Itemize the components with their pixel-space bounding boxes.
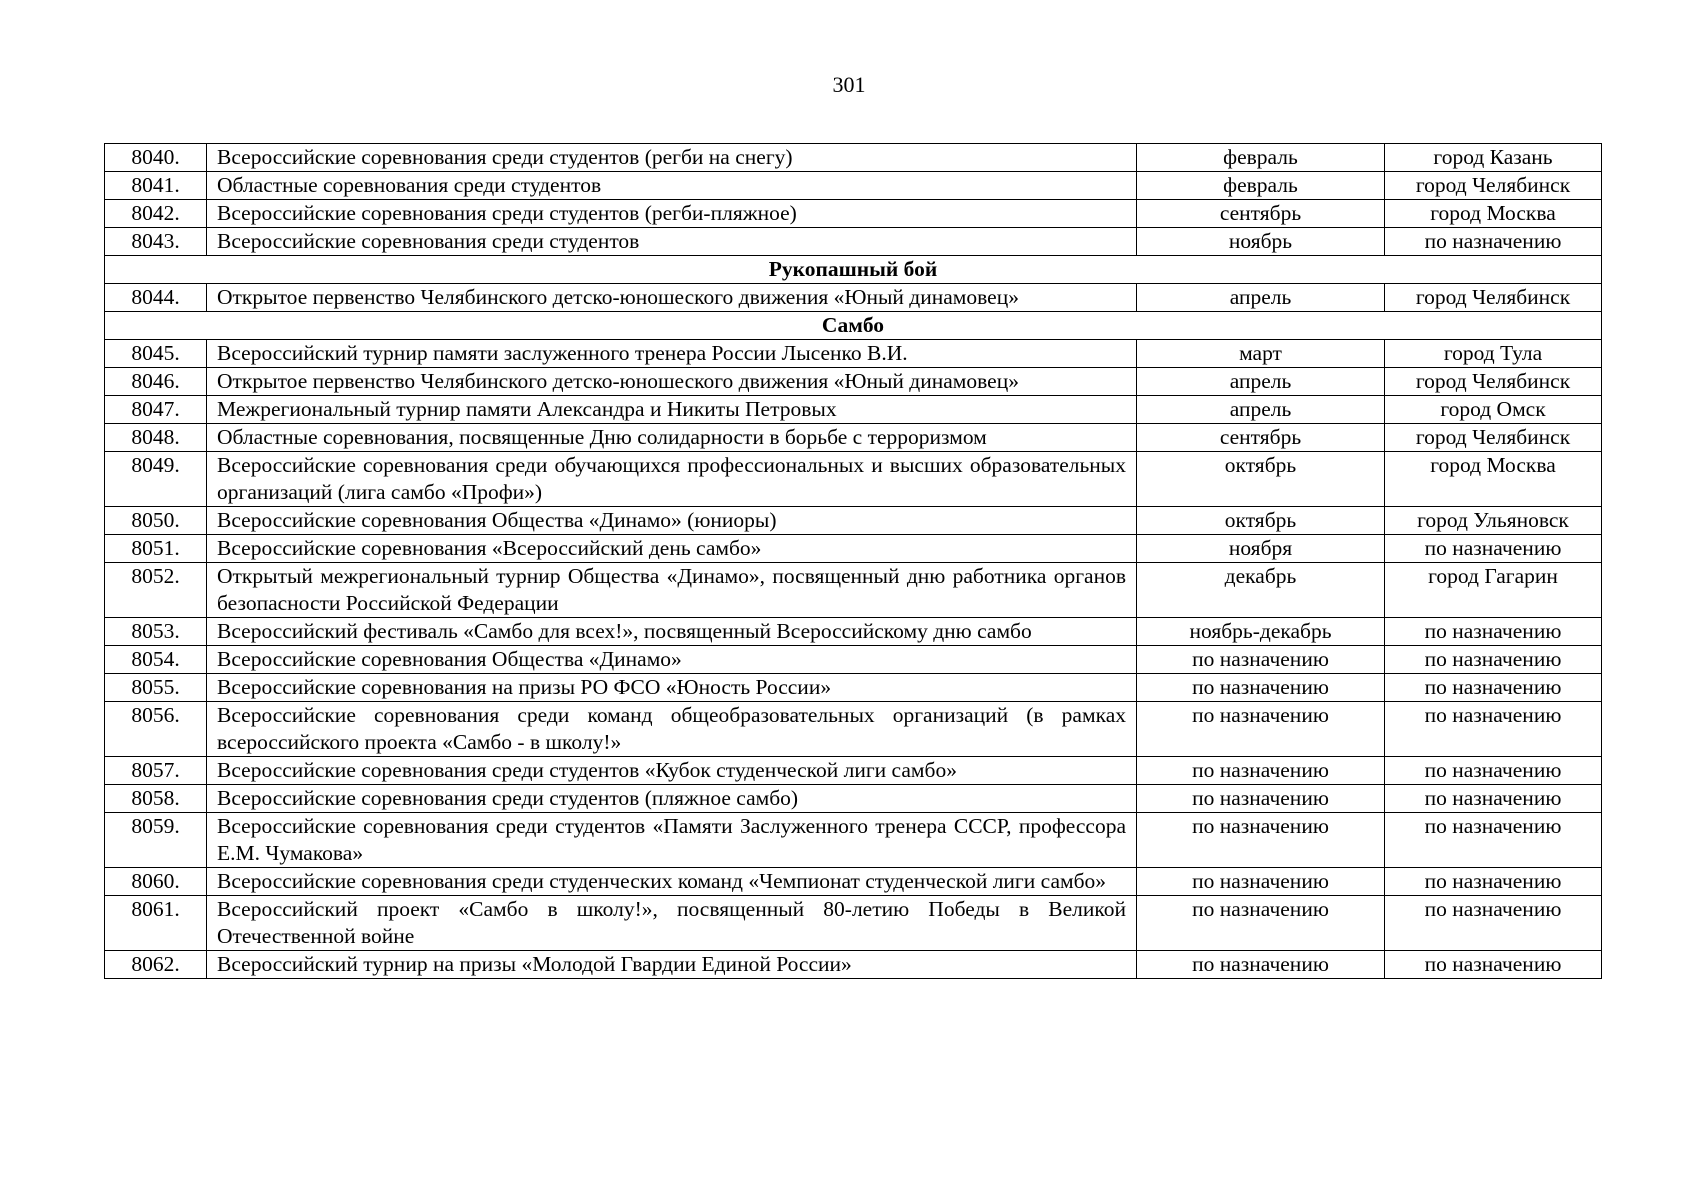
table-row bbox=[105, 144, 1602, 172]
event-date: апрель bbox=[1137, 368, 1385, 396]
event-date: по назначению bbox=[1137, 896, 1385, 951]
event-name: Областные соревнования среди студентов bbox=[207, 172, 1137, 200]
event-number: 8051. bbox=[105, 535, 207, 563]
event-name: Всероссийские соревнования Общества «Динамо» bbox=[207, 646, 1137, 674]
event-date: апрель bbox=[1137, 396, 1385, 424]
section-header-row bbox=[105, 312, 1602, 340]
event-date: декабрь bbox=[1137, 563, 1385, 618]
event-number: 8060. bbox=[105, 868, 207, 896]
table-row bbox=[105, 396, 1602, 424]
event-date: февраль bbox=[1137, 144, 1385, 172]
event-name: Открытое первенство Челябинского детско-юношеского движения «Юный динамовец» bbox=[207, 368, 1137, 396]
event-number: 8041. bbox=[105, 172, 207, 200]
event-number: 8053. bbox=[105, 618, 207, 646]
event-name: Всероссийские соревнования среди студентов bbox=[207, 228, 1137, 256]
event-number: 8052. bbox=[105, 563, 207, 618]
event-place: город Омск bbox=[1385, 396, 1602, 424]
event-place: по назначению bbox=[1385, 757, 1602, 785]
event-date: по назначению bbox=[1137, 951, 1385, 979]
event-place: город Челябинск bbox=[1385, 284, 1602, 312]
event-date: по назначению bbox=[1137, 702, 1385, 757]
table-row bbox=[105, 172, 1602, 200]
event-place: город Казань bbox=[1385, 144, 1602, 172]
event-number: 8055. bbox=[105, 674, 207, 702]
event-place: по назначению bbox=[1385, 951, 1602, 979]
event-number: 8049. bbox=[105, 452, 207, 507]
event-name: Открытое первенство Челябинского детско-юношеского движения «Юный динамовец» bbox=[207, 284, 1137, 312]
event-number: 8057. bbox=[105, 757, 207, 785]
event-name: Всероссийский фестиваль «Самбо для всех!», посвященный Всероссийскому дню самбо bbox=[207, 618, 1137, 646]
event-date: февраль bbox=[1137, 172, 1385, 200]
table-row bbox=[105, 702, 1602, 757]
table-row bbox=[105, 368, 1602, 396]
events-table bbox=[104, 143, 1602, 979]
event-number: 8054. bbox=[105, 646, 207, 674]
event-number: 8042. bbox=[105, 200, 207, 228]
event-date: сентябрь bbox=[1137, 200, 1385, 228]
event-number: 8043. bbox=[105, 228, 207, 256]
table-row bbox=[105, 813, 1602, 868]
event-date: по назначению bbox=[1137, 868, 1385, 896]
event-number: 8048. bbox=[105, 424, 207, 452]
event-name: Всероссийские соревнования среди студентов (регби на снегу) bbox=[207, 144, 1137, 172]
event-number: 8059. bbox=[105, 813, 207, 868]
event-date: октябрь bbox=[1137, 507, 1385, 535]
event-name: Всероссийские соревнования среди обучающихся профессиональных и высших образовательных организаций (лига самбо «Профи») bbox=[207, 452, 1137, 507]
event-number: 8050. bbox=[105, 507, 207, 535]
table-row bbox=[105, 200, 1602, 228]
table-row bbox=[105, 228, 1602, 256]
event-place: по назначению bbox=[1385, 618, 1602, 646]
event-date: по назначению bbox=[1137, 674, 1385, 702]
event-name: Всероссийский проект «Самбо в школу!», посвященный 80-летию Победы в Великой Отечественной войне bbox=[207, 896, 1137, 951]
table-row bbox=[105, 424, 1602, 452]
table-row bbox=[105, 896, 1602, 951]
event-date: март bbox=[1137, 340, 1385, 368]
event-date: октябрь bbox=[1137, 452, 1385, 507]
event-name: Областные соревнования, посвященные Дню солидарности в борьбе с терроризмом bbox=[207, 424, 1137, 452]
event-number: 8056. bbox=[105, 702, 207, 757]
event-name: Всероссийские соревнования среди студенческих команд «Чемпионат студенческой лиги самбо» bbox=[207, 868, 1137, 896]
event-name: Всероссийские соревнования среди студентов «Памяти Заслуженного тренера СССР, профессора Е.М. Чумакова» bbox=[207, 813, 1137, 868]
event-place: по назначению bbox=[1385, 228, 1602, 256]
event-place: по назначению bbox=[1385, 702, 1602, 757]
event-place: город Челябинск bbox=[1385, 368, 1602, 396]
event-name: Всероссийские соревнования на призы РО ФСО «Юность России» bbox=[207, 674, 1137, 702]
table-row bbox=[105, 284, 1602, 312]
event-name: Открытый межрегиональный турнир Общества «Динамо», посвященный дню работника органов безопасности Российской Федерации bbox=[207, 563, 1137, 618]
event-place: город Москва bbox=[1385, 200, 1602, 228]
event-number: 8044. bbox=[105, 284, 207, 312]
table-row bbox=[105, 785, 1602, 813]
event-date: по назначению bbox=[1137, 646, 1385, 674]
event-number: 8061. bbox=[105, 896, 207, 951]
table-row bbox=[105, 618, 1602, 646]
table-row bbox=[105, 535, 1602, 563]
event-number: 8047. bbox=[105, 396, 207, 424]
event-number: 8045. bbox=[105, 340, 207, 368]
table-row bbox=[105, 674, 1602, 702]
event-date: ноябрь bbox=[1137, 228, 1385, 256]
event-date: ноября bbox=[1137, 535, 1385, 563]
table-row bbox=[105, 951, 1602, 979]
table-row bbox=[105, 646, 1602, 674]
table-row bbox=[105, 340, 1602, 368]
event-place: по назначению bbox=[1385, 674, 1602, 702]
event-date: ноябрь-декабрь bbox=[1137, 618, 1385, 646]
section-title: Самбо bbox=[105, 312, 1602, 340]
event-name: Всероссийские соревнования «Всероссийский день самбо» bbox=[207, 535, 1137, 563]
event-name: Всероссийские соревнования Общества «Динамо» (юниоры) bbox=[207, 507, 1137, 535]
table-row bbox=[105, 563, 1602, 618]
event-place: по назначению bbox=[1385, 813, 1602, 868]
event-date: по назначению bbox=[1137, 757, 1385, 785]
events-table-body bbox=[105, 144, 1602, 979]
event-name: Всероссийские соревнования среди студентов (регби-пляжное) bbox=[207, 200, 1137, 228]
event-place: по назначению bbox=[1385, 646, 1602, 674]
event-place: город Москва bbox=[1385, 452, 1602, 507]
event-place: город Тула bbox=[1385, 340, 1602, 368]
event-place: по назначению bbox=[1385, 896, 1602, 951]
event-name: Всероссийские соревнования среди команд общеобразовательных организаций (в рамках всероссийского проекта «Самбо - в школу!» bbox=[207, 702, 1137, 757]
event-number: 8062. bbox=[105, 951, 207, 979]
event-number: 8040. bbox=[105, 144, 207, 172]
event-place: по назначению bbox=[1385, 535, 1602, 563]
page-number: 301 bbox=[832, 72, 866, 97]
section-title: Рукопашный бой bbox=[105, 256, 1602, 284]
event-place: город Ульяновск bbox=[1385, 507, 1602, 535]
event-place: город Гагарин bbox=[1385, 563, 1602, 618]
event-number: 8058. bbox=[105, 785, 207, 813]
event-place: по назначению bbox=[1385, 868, 1602, 896]
event-place: по назначению bbox=[1385, 785, 1602, 813]
event-number: 8046. bbox=[105, 368, 207, 396]
table-row bbox=[105, 507, 1602, 535]
event-name: Всероссийский турнир на призы «Молодой Гвардии Единой России» bbox=[207, 951, 1137, 979]
event-name: Всероссийские соревнования среди студентов «Кубок студенческой лиги самбо» bbox=[207, 757, 1137, 785]
event-date: сентябрь bbox=[1137, 424, 1385, 452]
event-name: Всероссийский турнир памяти заслуженного тренера России Лысенко В.И. bbox=[207, 340, 1137, 368]
section-header-row bbox=[105, 256, 1602, 284]
event-place: город Челябинск bbox=[1385, 172, 1602, 200]
event-place: город Челябинск bbox=[1385, 424, 1602, 452]
event-date: по назначению bbox=[1137, 785, 1385, 813]
table-row bbox=[105, 757, 1602, 785]
event-date: по назначению bbox=[1137, 813, 1385, 868]
event-date: апрель bbox=[1137, 284, 1385, 312]
table-row bbox=[105, 868, 1602, 896]
table-row bbox=[105, 452, 1602, 507]
event-name: Межрегиональный турнир памяти Александра и Никиты Петровых bbox=[207, 396, 1137, 424]
event-name: Всероссийские соревнования среди студентов (пляжное самбо) bbox=[207, 785, 1137, 813]
